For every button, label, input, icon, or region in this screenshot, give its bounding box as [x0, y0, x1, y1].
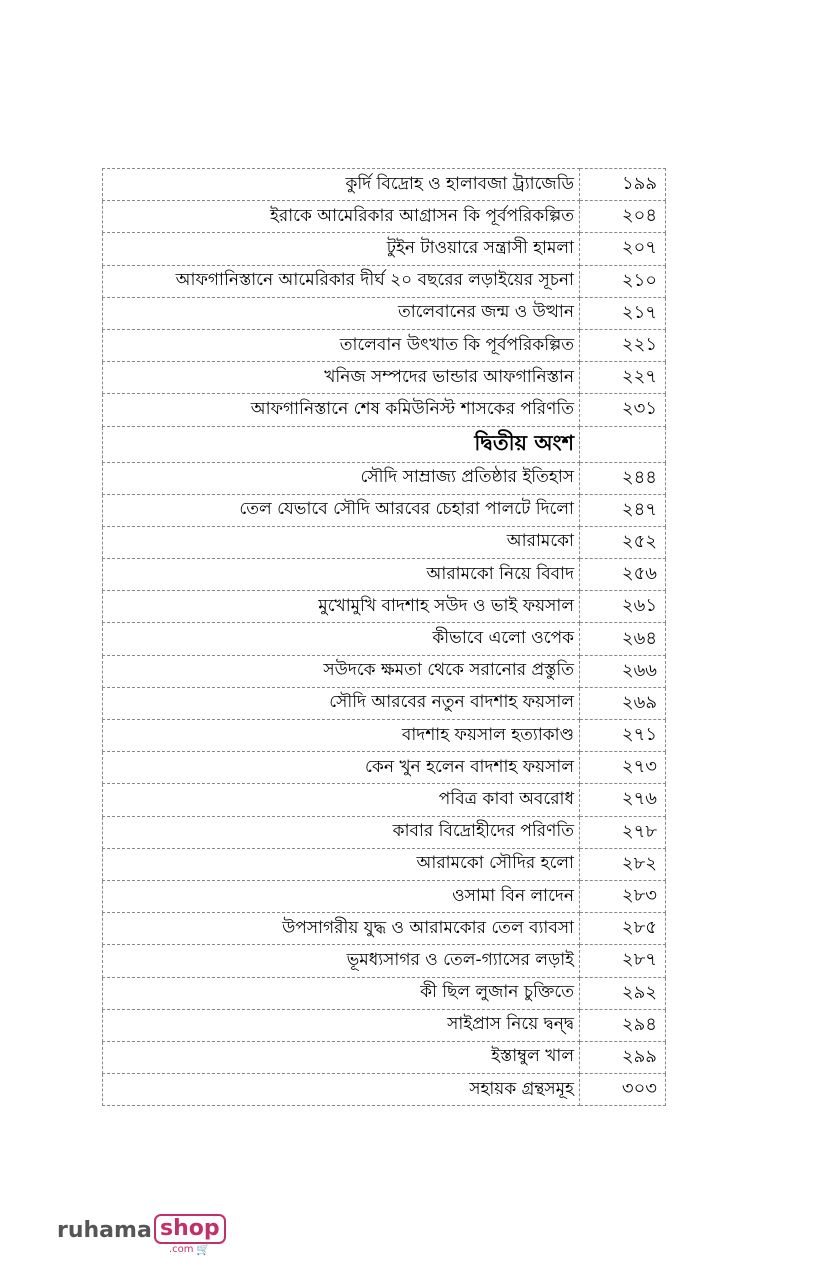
toc-row [103, 784, 666, 816]
page-number: ২৫৬ [580, 559, 666, 591]
chapter-title: কাবার বিদ্রোহীদের পরিণতি [103, 816, 580, 848]
toc-section-heading-row [103, 426, 666, 462]
toc-row [103, 848, 666, 880]
toc-row [103, 559, 666, 591]
toc-row [103, 201, 666, 233]
cart-icon: 🛒 [196, 1243, 210, 1256]
toc-row [103, 752, 666, 784]
page-number: ২৭৮ [580, 816, 666, 848]
page-number: ২৬১ [580, 591, 666, 623]
toc-row [103, 1041, 666, 1073]
page-number: ১৯৯ [580, 169, 666, 201]
page-number: ২৯২ [580, 977, 666, 1009]
toc-row [103, 169, 666, 201]
toc-row [103, 655, 666, 687]
toc-row [103, 329, 666, 361]
page-number: ২০৭ [580, 233, 666, 265]
toc-row [103, 945, 666, 977]
toc-row [103, 1009, 666, 1041]
toc-row [103, 816, 666, 848]
page-number: ২৮৭ [580, 945, 666, 977]
toc-row [103, 977, 666, 1009]
toc-row [103, 591, 666, 623]
chapter-title: সহায়ক গ্রন্থসমূহ [103, 1074, 580, 1106]
toc-row [103, 720, 666, 752]
chapter-title: আরামকো [103, 526, 580, 558]
page-number: ৩০৩ [580, 1074, 666, 1106]
page-number: ২১৭ [580, 297, 666, 329]
toc-row [103, 913, 666, 945]
page-number: ২৩১ [580, 394, 666, 426]
toc-row [103, 880, 666, 912]
ruhama-shop-logo [57, 1212, 227, 1260]
page-number: ২৮৩ [580, 880, 666, 912]
page-number: ২৬৯ [580, 687, 666, 719]
chapter-title: উপসাগরীয় যুদ্ধ ও আরামকোর তেল ব্যাবসা [103, 913, 580, 945]
chapter-title: পবিত্র কাবা অবরোধ [103, 784, 580, 816]
page-number: ২৪৪ [580, 462, 666, 494]
chapter-title: কীভাবে এলো ওপেক [103, 623, 580, 655]
page-number: ২৪৭ [580, 494, 666, 526]
page-number: ২৫২ [580, 526, 666, 558]
page-number: ২৯৪ [580, 1009, 666, 1041]
page-number: ২২১ [580, 329, 666, 361]
toc-row [103, 265, 666, 297]
chapter-title: সউদকে ক্ষমতা থেকে সরানোর প্রস্তুতি [103, 655, 580, 687]
chapter-title: মুখোমুখি বাদশাহ সউদ ও ভাই ফয়সাল [103, 591, 580, 623]
toc-row [103, 1074, 666, 1106]
chapter-title: আরামকো সৌদির হলো [103, 848, 580, 880]
chapter-title: কুর্দি বিদ্রোহ ও হালাবজা ট্র্যাজেডি [103, 169, 580, 201]
toc-row [103, 297, 666, 329]
toc-row [103, 526, 666, 558]
chapter-title: ভূমধ্যসাগর ও তেল-গ্যাসের লড়াই [103, 945, 580, 977]
chapter-title: সাইপ্রাস নিয়ে দ্বন্দ্ব [103, 1009, 580, 1041]
toc-row [103, 394, 666, 426]
page-number: ২১০ [580, 265, 666, 297]
toc-body [103, 169, 666, 1106]
chapter-title: তেল যেভাবে সৌদি আরবের চেহারা পালটে দিলো [103, 494, 580, 526]
section-heading: দ্বিতীয় অংশ [103, 426, 580, 462]
page-number: ২৭১ [580, 720, 666, 752]
toc-row [103, 233, 666, 265]
chapter-title: কেন খুন হলেন বাদশাহ ফয়সাল [103, 752, 580, 784]
page-number: ২৬৬ [580, 655, 666, 687]
page-number: ২০৪ [580, 201, 666, 233]
chapter-title: খনিজ সম্পদের ভান্ডার আফগানিস্তান [103, 362, 580, 394]
toc-row [103, 623, 666, 655]
logo-domain-text: .com [169, 1244, 194, 1255]
toc-row [103, 687, 666, 719]
chapter-title: সৌদি সাম্রাজ্য প্রতিষ্ঠার ইতিহাস [103, 462, 580, 494]
chapter-title: আরামকো নিয়ে বিবাদ [103, 559, 580, 591]
chapter-title: বাদশাহ ফয়সাল হত্যাকাণ্ড [103, 720, 580, 752]
page-number: ২৯৯ [580, 1041, 666, 1073]
page-number: ২৮২ [580, 848, 666, 880]
chapter-title: তালেবানের জন্ম ও উত্থান [103, 297, 580, 329]
logo-brand-text: ruhama [57, 1218, 152, 1243]
table-of-contents [102, 168, 666, 1106]
chapter-title: কী ছিল লুজান চুক্তিতে [103, 977, 580, 1009]
chapter-title: ওসামা বিন লাদেন [103, 880, 580, 912]
toc-row [103, 362, 666, 394]
chapter-title: সৌদি আরবের নতুন বাদশাহ ফয়সাল [103, 687, 580, 719]
toc-row [103, 462, 666, 494]
logo-shop-text: shop [154, 1214, 226, 1244]
chapter-title: ইস্তাম্বুল খাল [103, 1041, 580, 1073]
chapter-title: আফগানিস্তানে আমেরিকার দীর্ঘ ২০ বছরের লড়াইয়ের সূচনা [103, 265, 580, 297]
chapter-title: টুইন টাওয়ারে সন্ত্রাসী হামলা [103, 233, 580, 265]
chapter-title: তালেবান উৎখাত কি পূর্বপরিকল্পিত [103, 329, 580, 361]
chapter-title: আফগানিস্তানে শেষ কমিউনিস্ট শাসকের পরিণতি [103, 394, 580, 426]
toc-row [103, 494, 666, 526]
page-number: ২৮৫ [580, 913, 666, 945]
page-number: ২৭৬ [580, 784, 666, 816]
chapter-title: ইরাকে আমেরিকার আগ্রাসন কি পূর্বপরিকল্পিত [103, 201, 580, 233]
page-number: ২৭৩ [580, 752, 666, 784]
page-number: ২২৭ [580, 362, 666, 394]
page-number: ২৬৪ [580, 623, 666, 655]
page-number [580, 426, 666, 462]
